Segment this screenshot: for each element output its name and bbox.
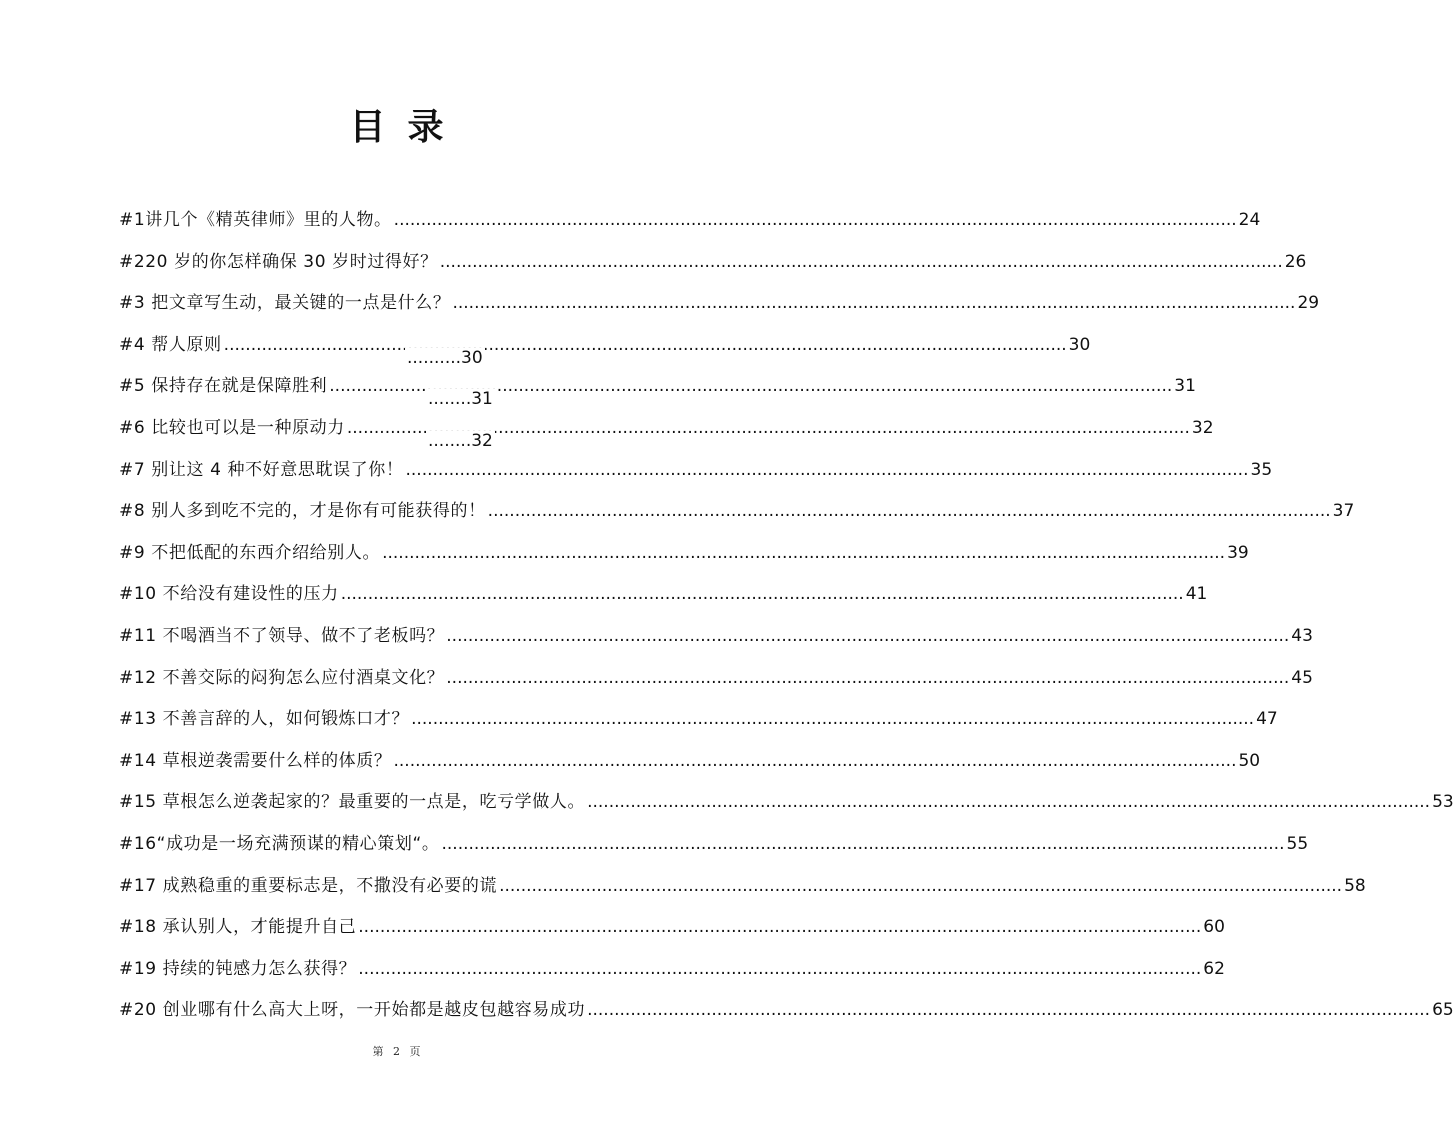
toc-entry-page: 45 [1291, 667, 1313, 688]
toc-leader-dots [224, 325, 1067, 367]
table-of-contents [119, 200, 1454, 1032]
toc-entry-page: 41 [1185, 584, 1208, 605]
toc-entry[interactable] [119, 907, 1225, 949]
toc-leader-dots [446, 616, 1289, 658]
toc-leader-dots [394, 200, 1237, 242]
toc-entry-title: #12 不善交际的闷狗怎么应付酒桌文化？ [119, 667, 445, 688]
toc-entry-page: 37 [1332, 501, 1355, 522]
toc-entry[interactable] [119, 200, 1261, 242]
toc-entry-title: #7 别让这 4 种不好意思耽误了你！ [119, 459, 404, 480]
toc-entry[interactable] [119, 450, 1273, 492]
toc-entry-page: 47 [1256, 709, 1278, 730]
toc-entry[interactable] [119, 491, 1355, 533]
overlay-fragment: ........31 [428, 389, 493, 409]
toc-entry-title: #6 比较也可以是一种原动力 [119, 417, 345, 438]
toc-leader-dots [587, 782, 1430, 824]
toc-leader-dots [440, 242, 1283, 284]
toc-entry[interactable] [119, 325, 1091, 367]
toc-leader-dots [587, 990, 1430, 1032]
toc-entry[interactable] [119, 949, 1225, 991]
toc-entry-page: 30 [1068, 334, 1091, 355]
toc-leader-dots [341, 574, 1184, 616]
toc-entry[interactable] [119, 782, 1454, 824]
toc-entry-title: #18 承认别人，才能提升自己 [119, 917, 357, 938]
toc-entry-title: #3 把文章写生动，最关键的一点是什么？ [119, 293, 451, 314]
toc-leader-dots [393, 741, 1236, 783]
toc-leader-dots [442, 824, 1285, 866]
page-number-footer [0, 1043, 793, 1059]
toc-entry-title: #20 创业哪有什么高大上呀，一开始都是越皮包越容易成功 [119, 1000, 586, 1021]
toc-leader-dots [446, 658, 1289, 700]
toc-entry-page: 53 [1432, 792, 1454, 813]
toc-entry[interactable] [119, 741, 1261, 783]
toc-entry-title: #5 保持存在就是保障胜利 [119, 376, 328, 397]
toc-entry-page: 26 [1284, 251, 1307, 272]
toc-entry[interactable] [119, 990, 1454, 1032]
toc-entry-title: #17 成熟稳重的重要标志是，不撒没有必要的谎 [119, 875, 498, 896]
toc-entry-page: 50 [1238, 750, 1261, 771]
toc-entry[interactable] [119, 574, 1208, 616]
toc-entry-page: 24 [1238, 210, 1261, 230]
overlay-fragment: ..........30 [407, 348, 483, 368]
toc-entry-title: #1讲几个《精英律师》里的人物。 [119, 210, 392, 230]
toc-entry[interactable] [119, 699, 1278, 741]
toc-entry-page: 39 [1227, 542, 1249, 563]
toc-entry-title: #15 草根怎么逆袭起家的？最重要的一点是，吃亏学做人。 [119, 792, 586, 813]
toc-entry-title: #8 别人多到吃不完的，才是你有可能获得的！ [119, 501, 486, 522]
toc-leader-dots [452, 283, 1295, 325]
toc-entry-page: 29 [1297, 293, 1320, 314]
toc-entry-page: 43 [1291, 625, 1313, 646]
toc-entry[interactable] [119, 824, 1309, 866]
toc-leader-dots [411, 699, 1254, 741]
toc-entry-title: #19 持续的钝感力怎么获得？ [119, 958, 357, 979]
toc-entry-title: #16“成功是一场充满预谋的精心策划“。 [119, 833, 440, 854]
toc-entry-page: 65 [1432, 1000, 1454, 1021]
toc-entry[interactable] [119, 283, 1320, 325]
toc-leader-dots [499, 866, 1342, 908]
toc-entry-page: 60 [1203, 917, 1225, 938]
toc-entry[interactable] [119, 533, 1249, 575]
toc-entry-page: 32 [1191, 417, 1214, 438]
footer-prefix: 第 [372, 1045, 384, 1058]
toc-entry-page: 62 [1203, 958, 1225, 979]
toc-leader-dots [358, 949, 1201, 991]
toc-entry-page: 35 [1250, 459, 1273, 480]
toc-leader-dots [382, 533, 1225, 575]
toc-entry[interactable] [119, 242, 1307, 284]
footer-suffix: 页 [409, 1045, 421, 1058]
toc-leader-dots [406, 450, 1249, 492]
toc-entry[interactable] [119, 616, 1313, 658]
toc-entry-page: 58 [1344, 875, 1366, 896]
toc-entry-title: #10 不给没有建设性的压力 [119, 584, 339, 605]
toc-entry-title: #13 不善言辞的人，如何锻炼口才？ [119, 709, 410, 730]
toc-entry-title: #11 不喝酒当不了领导、做不了老板吗？ [119, 625, 445, 646]
toc-entry[interactable] [119, 366, 1196, 408]
toc-leader-dots [358, 907, 1201, 949]
toc-entry-title: #9 不把低配的东西介绍给别人。 [119, 542, 381, 563]
toc-leader-dots [488, 491, 1331, 533]
toc-entry-page: 31 [1174, 376, 1196, 397]
toc-entry-title: #14 草根逆袭需要什么样的体质？ [119, 750, 392, 771]
overlay-fragment: ........32 [428, 431, 493, 451]
toc-entry[interactable] [119, 866, 1366, 908]
toc-entry-title: #220 岁的你怎样确保 30 岁时过得好？ [119, 251, 438, 272]
page-title: 目录 [349, 107, 466, 148]
footer-page-number: 2 [393, 1045, 400, 1058]
toc-entry[interactable] [119, 408, 1214, 450]
toc-entry[interactable] [119, 658, 1313, 700]
toc-entry-title: #4 帮人原则 [119, 334, 222, 355]
toc-entry-page: 55 [1286, 833, 1309, 854]
